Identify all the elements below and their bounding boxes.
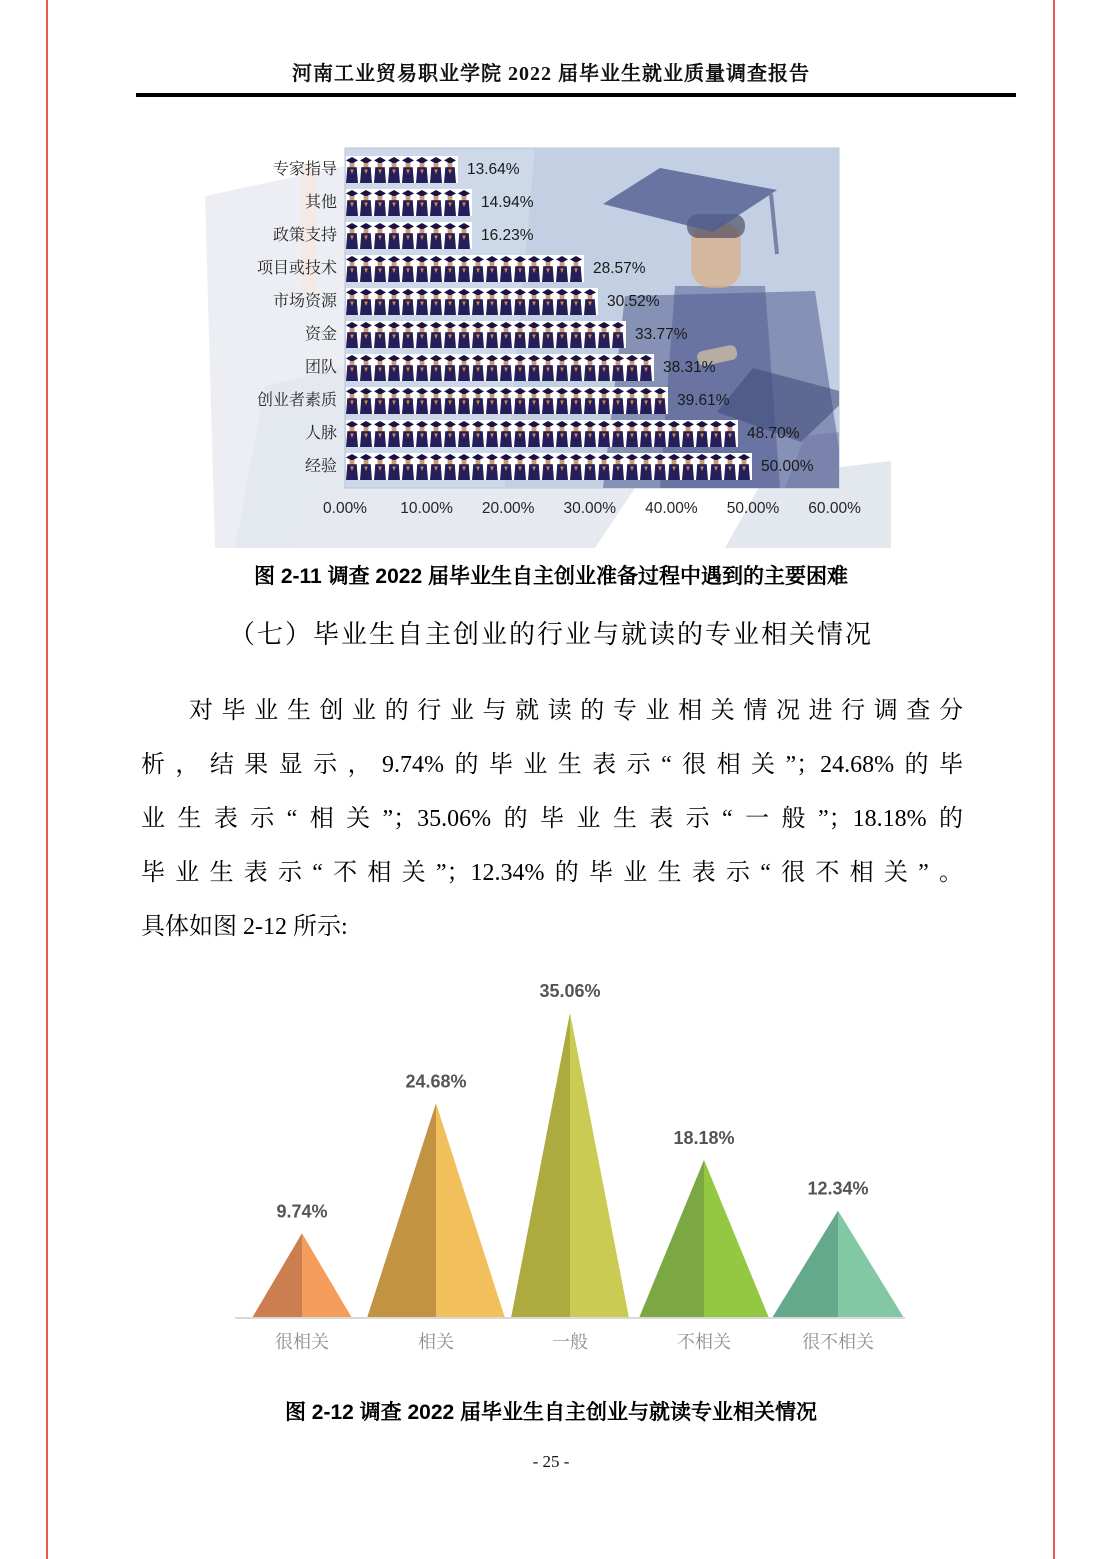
triangle-right-half [838, 1211, 904, 1318]
bar-category-label: 团队 [304, 359, 337, 376]
bar-value-label: 48.70% [747, 425, 800, 442]
graduate-figure-icon [724, 421, 736, 447]
graduate-figure-icon [430, 388, 442, 414]
graduate-figure-icon [514, 421, 526, 447]
pictogram-bar-row [205, 354, 891, 381]
graduate-figure-icon [654, 388, 666, 414]
graduate-figure-icon [668, 454, 680, 480]
bar-category-label: 专家指导 [272, 161, 337, 178]
pictogram-bar [346, 321, 626, 348]
body-paragraph [141, 684, 963, 954]
graduate-figure-icon [430, 256, 442, 282]
left-margin-guide [46, 0, 48, 1559]
graduate-figure-icon [346, 322, 358, 348]
graduate-figure-icon [416, 223, 428, 249]
graduate-figure-icon [542, 289, 554, 315]
graduate-figure-icon [374, 190, 386, 216]
graduate-figure-icon [542, 256, 554, 282]
triangle-category-label: 相关 [418, 1332, 454, 1352]
triangle-left-half [772, 1211, 838, 1318]
graduate-figure-icon [388, 421, 400, 447]
graduate-figure-icon [388, 388, 400, 414]
graduate-figure-icon [360, 190, 372, 216]
pictogram-bar-row [205, 156, 891, 183]
graduate-figure-icon [682, 421, 694, 447]
graduate-figure-icon [444, 421, 456, 447]
graduate-figure-icon [374, 256, 386, 282]
graduate-figure-icon [346, 256, 358, 282]
pictogram-bar-row [205, 321, 891, 348]
graduate-figure-icon [360, 223, 372, 249]
graduate-figure-icon [556, 256, 568, 282]
graduate-figure-icon [682, 454, 694, 480]
graduate-figure-icon [612, 421, 624, 447]
pictogram-bar [346, 453, 752, 480]
triangle-category-label: 不相关 [677, 1332, 731, 1352]
graduate-figure-icon [738, 454, 750, 480]
triangle-right-half [570, 1013, 629, 1318]
graduate-figure-icon [402, 322, 414, 348]
graduate-figure-icon [500, 289, 512, 315]
graduate-figure-icon [472, 421, 484, 447]
graduate-figure-icon [472, 256, 484, 282]
page-header-title: 河南工业贸易职业学院 2022 届毕业生就业质量调查报告 [292, 63, 810, 85]
graduate-figure-icon [402, 421, 414, 447]
pictogram-bar-row [205, 189, 891, 216]
graduate-figure-icon [472, 322, 484, 348]
graduate-figure-icon [486, 256, 498, 282]
triangle-left-half [511, 1013, 570, 1318]
graduate-figure-icon [416, 256, 428, 282]
graduate-figure-icon [388, 454, 400, 480]
graduate-figure-icon [528, 256, 540, 282]
graduate-figure-icon [360, 454, 372, 480]
graduate-figure-icon [430, 223, 442, 249]
graduate-figure-icon [640, 421, 652, 447]
triangle-value-label: 18.18% [673, 1127, 735, 1148]
graduate-figure-icon [556, 388, 568, 414]
graduate-figure-icon [360, 388, 372, 414]
graduate-figure-icon [346, 388, 358, 414]
triangle-right-half [302, 1233, 352, 1318]
graduate-figure-icon [374, 322, 386, 348]
graduate-figure-icon [360, 289, 372, 315]
graduate-figure-icon [402, 223, 414, 249]
graduate-figure-icon [542, 388, 554, 414]
paragraph-line: 业生表示“相关”；35.06%的毕业生表示“一般”；18.18%的 [141, 806, 963, 832]
graduate-figure-icon [346, 421, 358, 447]
graduate-figure-icon [360, 256, 372, 282]
graduate-figure-icon [570, 454, 582, 480]
graduate-figure-icon [570, 355, 582, 381]
graduate-figure-icon [500, 256, 512, 282]
pictogram-bar [346, 387, 668, 414]
graduate-figure-icon [514, 256, 526, 282]
graduate-figure-icon [612, 322, 624, 348]
pictogram-bar-row [205, 387, 891, 414]
page-number: - 25 - [532, 1452, 570, 1471]
graduate-figure-icon [500, 454, 512, 480]
graduate-figure-icon [416, 322, 428, 348]
bar-value-label: 38.31% [663, 359, 716, 376]
graduate-figure-icon [612, 388, 624, 414]
triangle-chart-canvas [235, 975, 905, 1375]
graduate-figure-icon [654, 421, 666, 447]
x-axis-tick-label: 20.00% [481, 500, 535, 517]
graduate-figure-icon [542, 421, 554, 447]
bar-category-label: 创业者素质 [256, 392, 337, 409]
figure-2-12-chart [235, 975, 905, 1375]
bar-category-label: 政策支持 [272, 227, 337, 244]
graduate-figure-icon [556, 322, 568, 348]
bar-value-label: 50.00% [761, 458, 814, 475]
graduate-figure-icon [528, 289, 540, 315]
graduate-figure-icon [584, 421, 596, 447]
graduate-figure-icon [360, 355, 372, 381]
graduate-figure-icon [570, 388, 582, 414]
graduate-figure-icon [528, 454, 540, 480]
triangle-category-label: 很相关 [275, 1332, 329, 1352]
graduate-figure-icon [640, 355, 652, 381]
graduate-figure-icon [696, 421, 708, 447]
graduate-figure-icon [626, 421, 638, 447]
graduate-figure-icon [346, 289, 358, 315]
graduate-figure-icon [598, 421, 610, 447]
graduate-figure-icon [626, 355, 638, 381]
bar-category-label: 其他 [304, 194, 337, 211]
triangle-value-label: 9.74% [276, 1201, 328, 1222]
paragraph-line: 毕业生表示“不相关”；12.34%的毕业生表示“很不相关”。 [141, 860, 963, 886]
graduate-figure-icon [724, 454, 736, 480]
bar-value-label: 28.57% [593, 260, 646, 277]
graduate-figure-icon [388, 223, 400, 249]
graduate-figure-icon [458, 388, 470, 414]
graduate-figure-icon [360, 322, 372, 348]
graduate-figure-icon [388, 190, 400, 216]
graduate-figure-icon [472, 355, 484, 381]
bar-value-label: 39.61% [677, 392, 730, 409]
graduate-figure-icon [374, 388, 386, 414]
graduate-figure-icon [402, 190, 414, 216]
pictogram-bar [346, 354, 654, 381]
graduate-figure-icon [696, 454, 708, 480]
graduate-figure-icon [584, 322, 596, 348]
graduate-figure-icon [584, 355, 596, 381]
pictogram-bar [346, 288, 598, 315]
bar-category-label: 市场资源 [272, 293, 337, 310]
graduate-figure-icon [416, 421, 428, 447]
pictogram-bar [346, 189, 472, 216]
graduate-figure-icon [458, 421, 470, 447]
graduate-figure-icon [444, 454, 456, 480]
graduate-figure-icon [514, 289, 526, 315]
pictogram-bar [346, 222, 472, 249]
triangle-left-half [367, 1103, 436, 1318]
graduate-figure-icon [570, 256, 582, 282]
bar-value-label: 13.64% [467, 161, 520, 178]
triangle-value-label: 35.06% [539, 980, 601, 1001]
triangle-right-half [704, 1160, 769, 1318]
triangle-value-label: 12.34% [807, 1178, 869, 1199]
graduate-figure-icon [500, 322, 512, 348]
figure-2-11-chart [205, 136, 891, 548]
graduate-figure-icon [598, 355, 610, 381]
graduate-figure-icon [486, 322, 498, 348]
figure-2-11-caption: 图 2-11 调查 2022 届毕业生自主创业准备过程中遇到的主要困难 [254, 565, 848, 588]
graduate-figure-icon [584, 454, 596, 480]
header-rule [136, 93, 1016, 97]
graduate-figure-icon [486, 289, 498, 315]
graduate-figure-icon [472, 289, 484, 315]
x-axis-tick-label: 50.00% [726, 500, 780, 517]
graduate-figure-icon [710, 454, 722, 480]
pictogram-bar [346, 255, 584, 282]
graduate-figure-icon [402, 454, 414, 480]
graduate-figure-icon [416, 355, 428, 381]
graduate-figure-icon [416, 454, 428, 480]
graduate-figure-icon [514, 388, 526, 414]
graduate-figure-icon [430, 190, 442, 216]
triangle-category-label: 很不相关 [802, 1332, 874, 1352]
graduate-figure-icon [556, 289, 568, 315]
graduate-figure-icon [430, 421, 442, 447]
graduate-figure-icon [444, 388, 456, 414]
graduate-figure-icon [500, 355, 512, 381]
graduate-figure-icon [514, 355, 526, 381]
graduate-figure-icon [612, 454, 624, 480]
bar-category-label: 经验 [304, 458, 337, 475]
graduate-figure-icon [346, 355, 358, 381]
graduate-figure-icon [346, 223, 358, 249]
graduate-figure-icon [374, 454, 386, 480]
graduate-figure-icon [486, 421, 498, 447]
graduate-figure-icon [570, 322, 582, 348]
graduate-figure-icon [640, 388, 652, 414]
figure-2-12-caption: 图 2-12 调查 2022 届毕业生自主创业与就读专业相关情况 [284, 1401, 818, 1424]
graduate-figure-icon [640, 454, 652, 480]
graduate-figure-icon [486, 388, 498, 414]
paragraph-line: 具体如图 2-12 所示: [141, 914, 348, 940]
graduate-figure-icon [528, 388, 540, 414]
graduate-figure-icon [346, 190, 358, 216]
paragraph-line: 对毕业生创业的行业与就读的专业相关情况进行调查分 [189, 698, 963, 724]
graduate-figure-icon [388, 157, 400, 183]
graduate-figure-icon [388, 289, 400, 315]
graduate-figure-icon [402, 289, 414, 315]
bar-value-label: 16.23% [481, 227, 534, 244]
triangle-category-label: 一般 [552, 1332, 588, 1352]
bar-category-label: 资金 [304, 326, 337, 343]
graduate-figure-icon [346, 454, 358, 480]
graduate-figure-icon [458, 256, 470, 282]
pictogram-bar-row [205, 288, 891, 315]
graduate-figure-icon [486, 355, 498, 381]
graduate-figure-icon [626, 454, 638, 480]
graduate-figure-icon [444, 157, 456, 183]
graduate-figure-icon [542, 322, 554, 348]
bar-category-label: 人脉 [304, 425, 337, 442]
x-axis-tick-label: 0.00% [323, 500, 367, 517]
graduate-figure-icon [430, 157, 442, 183]
graduate-figure-icon [374, 355, 386, 381]
graduate-figure-icon [388, 322, 400, 348]
graduate-figure-icon [458, 355, 470, 381]
x-axis-tick-label: 60.00% [808, 500, 861, 517]
section-heading: （七）毕业生自主创业的行业与就读的专业相关情况 [228, 620, 873, 649]
x-axis-tick-label: 30.00% [563, 500, 617, 517]
graduate-figure-icon [388, 256, 400, 282]
graduate-figure-icon [654, 454, 666, 480]
bar-value-label: 14.94% [481, 194, 534, 211]
graduate-figure-icon [444, 223, 456, 249]
graduate-figure-icon [612, 355, 624, 381]
graduate-figure-icon [444, 322, 456, 348]
graduate-figure-icon [528, 322, 540, 348]
graduate-figure-icon [458, 322, 470, 348]
graduate-figure-icon [444, 355, 456, 381]
right-margin-guide [1053, 0, 1055, 1559]
graduate-figure-icon [430, 322, 442, 348]
graduate-figure-icon [500, 421, 512, 447]
graduate-figure-icon [402, 256, 414, 282]
graduate-figure-icon [500, 388, 512, 414]
triangle-left-half [639, 1160, 704, 1318]
bar-category-label: 项目或技术 [256, 260, 337, 277]
graduate-figure-icon [542, 355, 554, 381]
graduate-figure-icon [584, 289, 596, 315]
pictogram-bar-row [205, 453, 891, 480]
graduate-figure-icon [472, 388, 484, 414]
graduate-figure-icon [458, 190, 470, 216]
graduate-figure-icon [346, 157, 358, 183]
graduate-figure-icon [360, 421, 372, 447]
bar-value-label: 30.52% [607, 293, 660, 310]
graduate-figure-icon [542, 454, 554, 480]
graduate-figure-icon [556, 454, 568, 480]
graduate-figure-icon [388, 355, 400, 381]
graduate-figure-icon [402, 157, 414, 183]
graduate-figure-icon [668, 421, 680, 447]
graduate-figure-icon [626, 388, 638, 414]
x-axis-tick-label: 10.00% [400, 500, 453, 517]
graduate-figure-icon [416, 190, 428, 216]
graduate-figure-icon [374, 421, 386, 447]
graduate-figure-icon [374, 289, 386, 315]
graduate-figure-icon [598, 322, 610, 348]
graduate-figure-icon [374, 157, 386, 183]
graduate-figure-icon [416, 388, 428, 414]
graduate-figure-icon [430, 355, 442, 381]
graduate-figure-icon [514, 454, 526, 480]
graduate-figure-icon [556, 355, 568, 381]
pictogram-bar-row [205, 255, 891, 282]
graduate-figure-icon [416, 157, 428, 183]
graduate-figure-icon [528, 421, 540, 447]
graduate-figure-icon [444, 190, 456, 216]
graduate-figure-icon [416, 289, 428, 315]
triangle-left-half [252, 1233, 302, 1318]
pictogram-bar-row [205, 222, 891, 249]
graduate-figure-icon [472, 454, 484, 480]
graduate-figure-icon [556, 421, 568, 447]
pictogram-bar [346, 420, 738, 447]
graduate-figure-icon [528, 355, 540, 381]
graduate-figure-icon [430, 289, 442, 315]
graduate-figure-icon [458, 454, 470, 480]
triangle-right-half [436, 1103, 505, 1318]
graduate-figure-icon [402, 388, 414, 414]
graduate-figure-icon [514, 322, 526, 348]
pictogram-bar-row [205, 420, 891, 447]
graduate-figure-icon [570, 289, 582, 315]
graduate-figure-icon [710, 421, 722, 447]
graduate-figure-icon [444, 289, 456, 315]
pictogram-bar [346, 156, 458, 183]
x-axis-tick-label: 40.00% [645, 500, 698, 517]
graduate-figure-icon [486, 454, 498, 480]
graduate-figure-icon [598, 388, 610, 414]
graduate-figure-icon [570, 421, 582, 447]
graduate-figure-icon [402, 355, 414, 381]
graduate-figure-icon [444, 256, 456, 282]
graduate-figure-icon [598, 454, 610, 480]
graduate-figure-icon [360, 157, 372, 183]
paragraph-line: 析，结果显示，9.74%的毕业生表示“很相关”；24.68%的毕 [141, 752, 963, 778]
graduate-figure-icon [584, 388, 596, 414]
triangle-value-label: 24.68% [405, 1071, 467, 1092]
graduate-figure-icon [430, 454, 442, 480]
bar-value-label: 33.77% [635, 326, 688, 343]
graduate-figure-icon [374, 223, 386, 249]
graduate-figure-icon [458, 289, 470, 315]
graduate-figure-icon [458, 223, 470, 249]
